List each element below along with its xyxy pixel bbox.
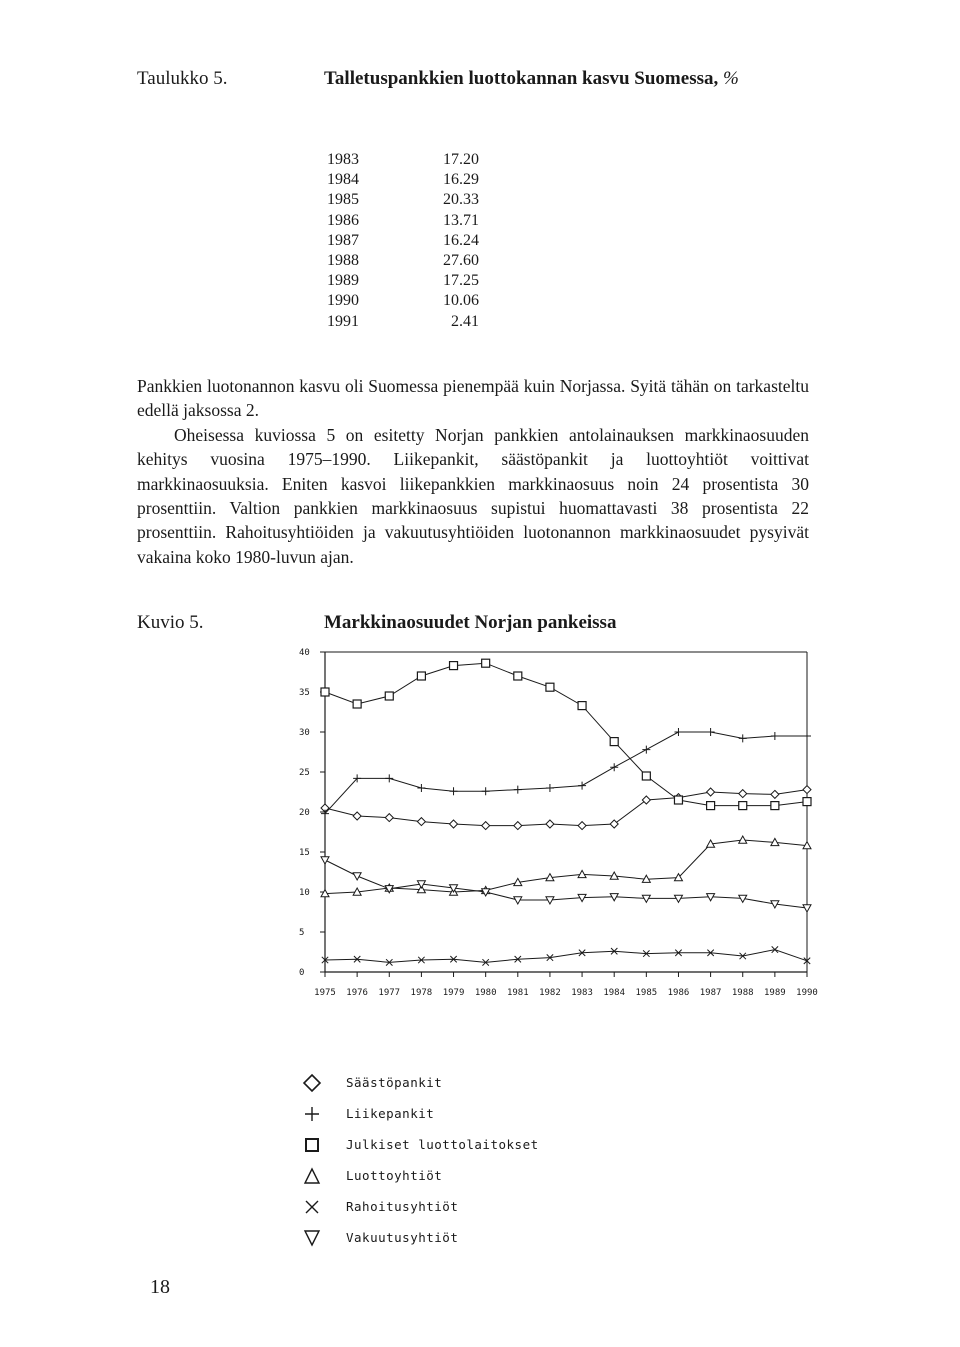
table-title-text: Talletuspankkien luottokannan kasvu Suomessa, [324,68,723,89]
data-point-plus [385,774,393,782]
legend-label: Rahoitusyhtiöt [346,1199,459,1214]
x-tick-label: 1985 [635,988,658,998]
legend-label: Vakuutusyhtiöt [346,1230,459,1245]
table-year: 1984 [327,171,359,189]
x-tick-label: 1979 [442,988,465,998]
data-point-square [385,692,393,700]
legend-item [300,1067,539,1098]
x-tick-label: 1982 [539,988,561,998]
plus-icon [300,1104,324,1124]
table-row [327,312,479,332]
table-year: 1991 [327,312,359,330]
data-point-square [674,796,682,804]
y-tick-label: 20 [299,808,310,818]
table-row [327,231,479,251]
data-point-square [353,700,361,708]
data-point-square [803,798,811,806]
chart-legend [300,1067,539,1253]
series-line [325,840,807,894]
data-point-diamond [482,822,490,830]
data-point-diamond [739,790,747,798]
table-value: 27.60 [443,251,479,269]
data-point-square [739,802,747,810]
table-year: 1983 [327,151,359,168]
table-year: 1990 [327,292,359,310]
data-point-square [578,702,586,710]
legend-item [300,1129,539,1160]
table-row [327,251,479,271]
data-point-diamond [385,814,393,822]
diamond-icon [300,1073,324,1093]
data-point-triangle-down [803,905,811,912]
data-point-diamond [578,822,586,830]
page-number: 18 [150,1276,170,1298]
data-point-plus [546,784,554,792]
table-title [324,68,739,89]
series-line [325,860,807,908]
data-point-triangle [578,870,586,877]
data-point-plus [803,732,811,740]
data-point-square [450,662,458,670]
legend-item [300,1191,539,1222]
table-row [327,271,479,291]
triangle-down-icon [300,1228,324,1248]
data-point-square [642,772,650,780]
square-icon [300,1135,324,1155]
data-point-square [482,659,490,667]
series-line [325,663,807,805]
table-row [327,190,479,210]
growth-table [327,150,479,332]
data-point-diamond [450,820,458,828]
table-year: 1986 [327,211,359,229]
data-point-diamond [353,812,361,820]
data-point-plus [739,734,747,742]
data-point-square [707,802,715,810]
table-value: 16.24 [443,231,479,249]
x-tick-label: 1983 [571,988,593,998]
table-year: 1989 [327,272,359,290]
data-point-square [610,738,618,746]
data-point-square [514,672,522,680]
paragraph-2: Oheisessa kuviossa 5 on esitetty Norjan pankkien antolainauksen markkinaosuuden kehitys vuosina 1975–1990. Liikepankit, säästöpankit ja luottoyhtiöt voittivat markkinaosuuksia. Eniten kasvoi liikepankkien markkinaosuus noin 24 prosentista 30 prosenttiin. Valtion pankkien markkinaosuus supistui huomattavasti 38 prosentista 22 prosenttiin. Rahoitusyhtiöiden ja vakuutusyhtiöiden luotonannon markkinaosuudet pysyivät vakaina koko 1980-luvun ajan. [137,424,809,567]
x-tick-label: 1980 [474,988,497,998]
legend-label: Luottoyhtiöt [346,1168,443,1183]
body-text [137,374,809,569]
x-tick-label: 1978 [410,988,433,998]
table-value: 2.41 [451,312,479,330]
triangle-icon [300,1166,324,1186]
table-value: 16.29 [443,171,479,189]
legend-label: Liikepankit [346,1106,435,1121]
cross-icon [300,1197,324,1217]
data-point-diamond [514,822,522,830]
data-point-square [417,672,425,680]
data-point-diamond [771,790,779,798]
data-point-plus [417,784,425,792]
data-point-triangle-down [321,857,329,864]
x-tick-label: 1987 [699,988,722,998]
data-point-square [546,683,554,691]
table-value: 20.33 [443,191,479,209]
series-line [325,732,807,814]
x-tick-label: 1990 [796,988,818,998]
y-tick-label: 15 [299,848,310,858]
table-row [327,170,479,190]
data-point-plus [578,782,586,790]
legend-item [300,1222,539,1253]
table-label: Taulukko 5. [137,68,228,89]
data-point-diamond [707,788,715,796]
data-point-plus [771,732,779,740]
table-value: 17.25 [443,272,479,290]
data-point-diamond [417,818,425,826]
data-point-triangle [739,836,747,843]
x-tick-label: 1988 [731,988,754,998]
table-year: 1988 [327,251,359,269]
data-point-diamond [803,786,811,794]
data-point-square [771,802,779,810]
series-line [325,790,807,826]
data-point-triangle-down [353,873,361,880]
data-point-plus [642,746,650,754]
x-tick-label: 1977 [378,988,401,998]
table-caption [137,68,739,90]
table-year: 1987 [327,231,359,249]
data-point-plus [450,787,458,795]
data-point-plus [610,763,618,771]
table-value: 13.71 [443,211,479,229]
figure-caption [137,612,616,634]
table-value: 10.06 [443,292,479,310]
data-point-plus [707,728,715,736]
series-line [325,950,807,963]
market-share-chart [285,640,845,1020]
figure-title: Markkinaosuudet Norjan pankeissa [324,612,617,633]
data-point-diamond [546,820,554,828]
x-tick-label: 1976 [346,988,368,998]
x-tick-label: 1986 [667,988,690,998]
y-tick-label: 35 [299,688,310,698]
x-tick-label: 1984 [603,988,626,998]
legend-item [300,1160,539,1191]
legend-label: Julkiset luottolaitokset [346,1137,539,1152]
legend-item [300,1098,539,1129]
table-unit: % [722,68,739,89]
figure-label: Kuvio 5. [137,612,204,633]
data-point-square [321,688,329,696]
paragraph-1: Pankkien luotonannon kasvu oli Suomessa pienempää kuin Norjassa. Syitä tähän on tarkasteltu edellä jaksossa 2. [137,376,809,421]
table-row [327,291,479,311]
legend-label: Säästöpankit [346,1075,443,1090]
data-point-plus [482,787,490,795]
x-tick-label: 1989 [764,988,786,998]
y-tick-label: 10 [299,888,310,898]
data-point-diamond [610,820,618,828]
table-row [327,150,479,170]
y-tick-label: 25 [299,768,310,778]
x-tick-label: 1981 [506,988,529,998]
y-tick-label: 40 [299,648,310,658]
table-value: 17.20 [443,151,479,168]
x-tick-label: 1975 [314,988,336,998]
table-year: 1985 [327,191,359,209]
data-point-diamond [642,796,650,804]
y-tick-label: 5 [299,928,305,938]
y-tick-label: 30 [299,728,310,738]
data-point-plus [514,786,522,794]
y-tick-label: 0 [299,968,305,978]
table-row [327,211,479,231]
data-point-plus [674,728,682,736]
